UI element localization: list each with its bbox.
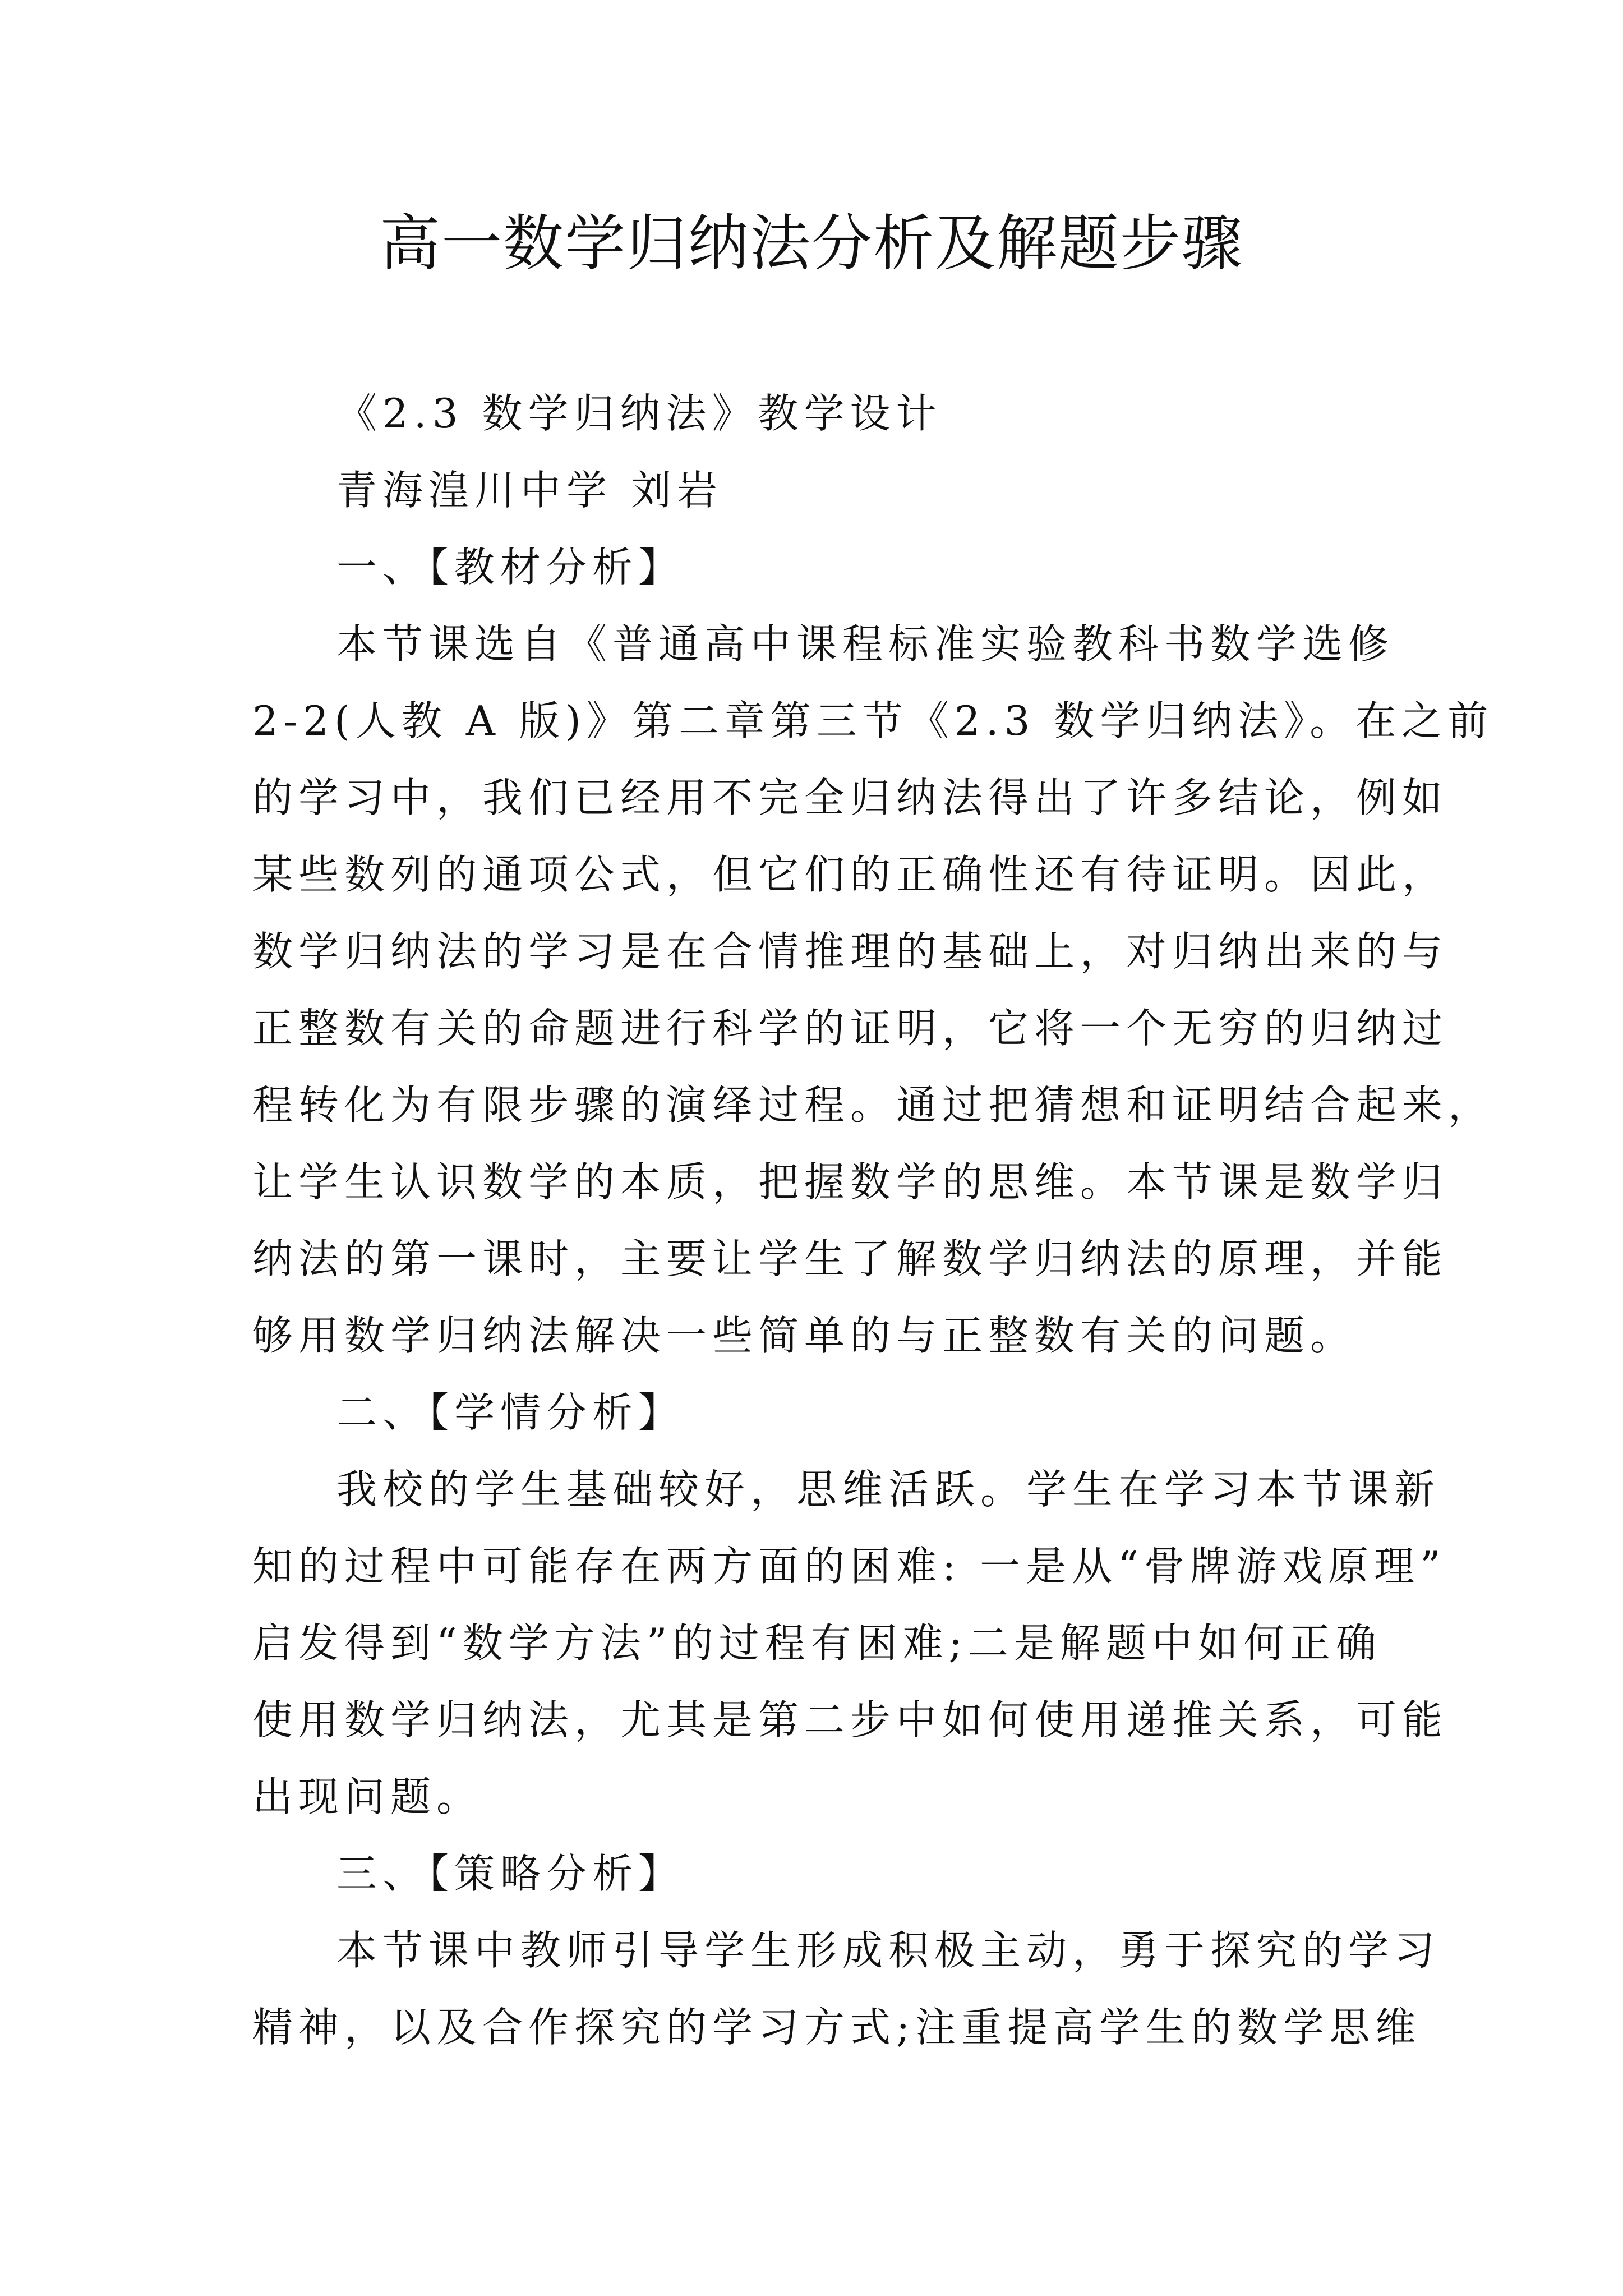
paragraph-line: 我校的学生基础较好，思维活跃。学生在学习本节课新 — [336, 1466, 1441, 1513]
paragraph-line: 程转化为有限步骤的演绎过程。通过把猜想和证明结合起来， — [252, 1082, 1495, 1129]
paragraph-line: 纳法的第一课时，主要让学生了解数学归纳法的原理，并能 — [252, 1235, 1449, 1282]
paragraph-line: 数学归纳法的学习是在合情推理的基础上，对归纳出来的与 — [252, 928, 1449, 975]
paragraph-line: 2-2(人教 A 版)》第二章第三节《2.3 数学归纳法》。在之前 — [252, 697, 1494, 744]
section-heading-strategy-analysis: 三、【策略分析】 — [336, 1850, 685, 1897]
paragraph-line: 知的过程中可能存在两方面的困难: 一是从“骨牌游戏原理” — [252, 1543, 1446, 1590]
paragraph-line: 本节课中教师引导学生形成积极主动，勇于探究的学习 — [336, 1927, 1441, 1974]
section-heading-textbook-analysis: 一、【教材分析】 — [336, 544, 685, 591]
paragraph-line: 某些数列的通项公式，但它们的正确性还有待证明。因此， — [252, 851, 1449, 898]
paragraph-line: 启发得到“数学方法”的过程有困难;二是解题中如何正确 — [252, 1619, 1382, 1667]
paragraph-line: 本节课选自《普通高中课程标准实验教科书数学选修 — [336, 620, 1395, 668]
paragraph-line: 正整数有关的命题进行科学的证明，它将一个无穷的归纳过 — [252, 1005, 1449, 1052]
document-title: 高一数学归纳法分析及解题步骤 — [379, 209, 1243, 279]
section-heading-student-analysis: 二、【学情分析】 — [336, 1389, 685, 1436]
paragraph-line: 使用数学归纳法，尤其是第二步中如何使用递推关系，可能 — [252, 1696, 1449, 1743]
paragraph-line: 的学习中，我们已经用不完全归纳法得出了许多结论，例如 — [252, 774, 1449, 821]
document-subtitle: 《2.3 数学归纳法》教学设计 — [336, 390, 942, 437]
document-author: 青海湟川中学 刘岩 — [336, 467, 723, 514]
paragraph-line: 精神，以及合作探究的学习方式;注重提高学生的数学思维 — [252, 2004, 1422, 2051]
paragraph-line: 出现问题。 — [252, 1773, 483, 1820]
paragraph-line: 让学生认识数学的本质，把握数学的思维。本节课是数学归 — [252, 1158, 1449, 1205]
paragraph-line: 够用数学归纳法解决一些简单的与正整数有关的问题。 — [252, 1312, 1357, 1359]
